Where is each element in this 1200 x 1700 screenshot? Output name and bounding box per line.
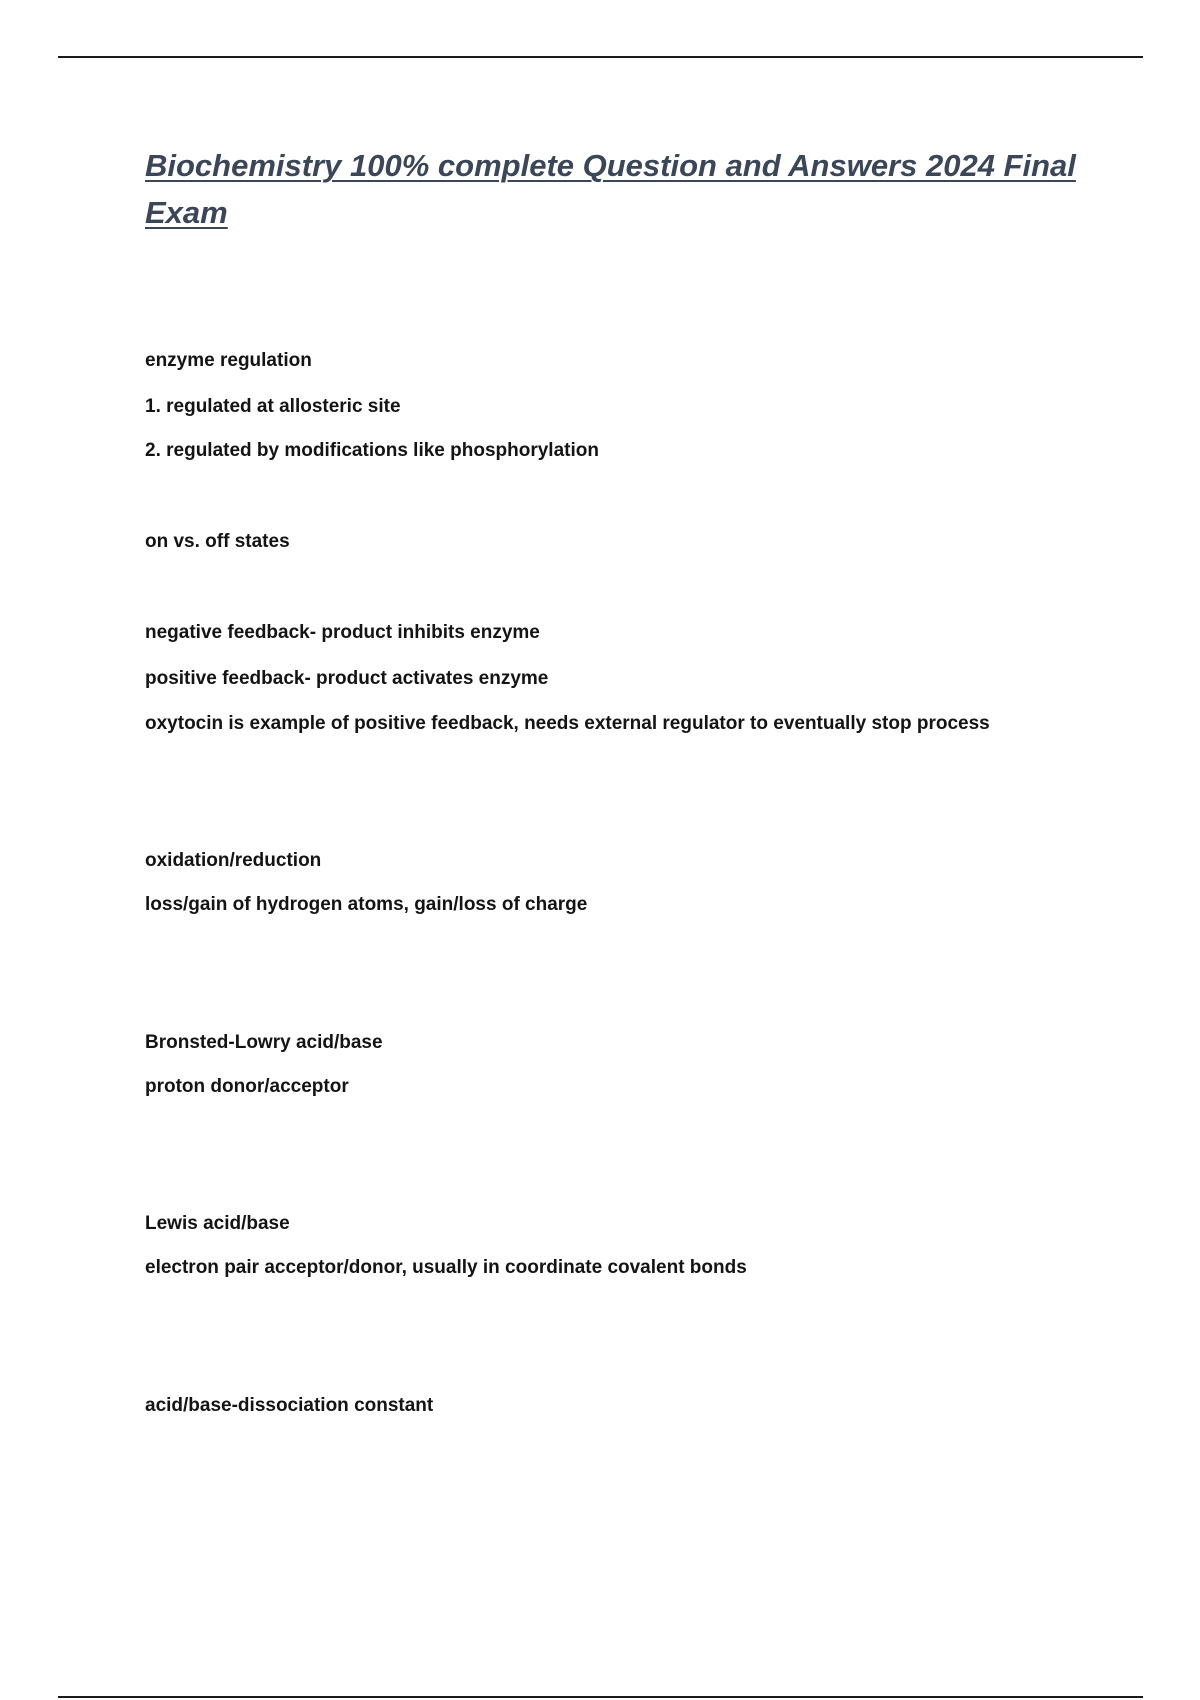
answer-line: on vs. off states [145, 531, 290, 552]
header-rule [58, 56, 1143, 58]
answer-line: negative feedback- product inhibits enzyme [145, 622, 540, 643]
term-dissociation-constant: acid/base-dissociation constant [145, 1395, 434, 1416]
answer-line: electron pair acceptor/donor, usually in coordinate covalent bonds [145, 1257, 747, 1278]
answer-line: oxytocin is example of positive feedback, needs external regulator to eventually stop process [145, 713, 990, 734]
document-title: Biochemistry 100% complete Question and Answers 2024 Final Exam [145, 148, 1076, 230]
term-enzyme-regulation: enzyme regulation [145, 350, 312, 371]
answer-line: positive feedback- product activates enzyme [145, 668, 549, 689]
answer-line: 2. regulated by modifications like phosphorylation [145, 440, 599, 461]
answer-line: proton donor/acceptor [145, 1076, 349, 1097]
answer-line: 1. regulated at allosteric site [145, 396, 401, 417]
answer-line: loss/gain of hydrogen atoms, gain/loss of charge [145, 894, 588, 915]
term-bronsted-lowry: Bronsted-Lowry acid/base [145, 1032, 383, 1053]
footer-rule [58, 1696, 1143, 1698]
term-lewis-acid-base: Lewis acid/base [145, 1213, 290, 1234]
term-oxidation-reduction: oxidation/reduction [145, 850, 322, 871]
